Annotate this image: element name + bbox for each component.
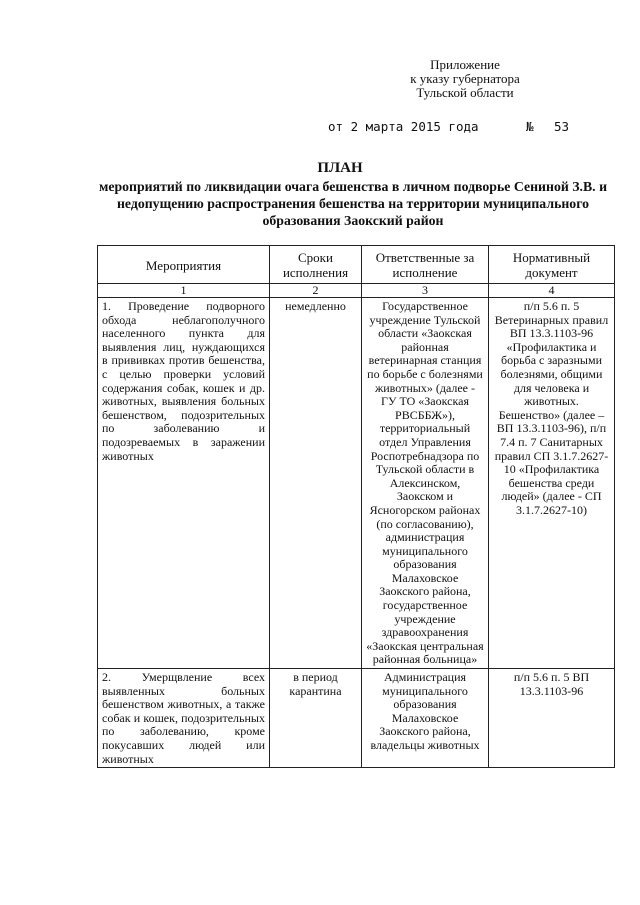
table-header-row [98, 246, 615, 284]
cell-responsible: Государственное учреждение Тульской области «Заокская районная ветеринарная станция по борьбе с болезнями животных» (далее - ГУ ТО «Заокская РВСББЖ»), территориальный отдел Управления Роспотребнадзора по Тульской области в Алексинском, Заокском и Ясногорском районах (по согласованию), администрация муниципального образования Малаховское Заокского района, государственное учреждение здравоохранения «Заокская центральная районная больница» [362, 298, 489, 669]
cell-deadline: немедленно [270, 298, 362, 669]
plan-subtitle: мероприятий по ликвидации очага бешенства в личном подворье Сениной З.В. и недопущению распространения бешенства на территории муниципального образования Заокский район [98, 179, 608, 228]
decree-from-label: от [328, 119, 344, 134]
decree-number-label: № [526, 119, 534, 134]
decree-date: 2 марта 2015 года [350, 119, 479, 134]
cell-measure: 2. Умерщвление всех выявленных больных бешенством животных, а также собак и кошек, подозрительных по заболеванию, кроме покусавших людей или животных [98, 669, 270, 768]
plan-table [97, 245, 615, 768]
header-responsible: Ответственные за исполнение [362, 246, 489, 284]
cell-responsible: Администрация муниципального образования Малаховское Заокского района, владельцы животных [362, 669, 489, 768]
annex-line-1: Приложение [430, 57, 500, 72]
annex-line-3: Тульской области [416, 85, 514, 100]
table-row [98, 298, 615, 669]
plan-title: ПЛАН [317, 160, 363, 176]
cell-measure: 1. Проведение подворного обхода неблагополучного населенного пункта для выявления лиц, нуждающихся в прививках против бешенства, с целью проверки условий содержания собак, кошек и др. животных, выявления больных бешенством, подозрительных по заболеванию и подозреваемых в заражении животных [98, 298, 270, 669]
decree-line [328, 119, 588, 134]
table-column-numbers-row [98, 284, 615, 298]
column-number: 2 [270, 284, 362, 298]
cell-deadline: в период карантина [270, 669, 362, 768]
table-row [98, 669, 615, 768]
header-measures: Мероприятия [98, 246, 270, 284]
header-deadline: Сроки исполнения [270, 246, 362, 284]
annex-line-2: к указу губернатора [410, 71, 520, 86]
column-number: 4 [489, 284, 615, 298]
cell-document: п/п 5.6 п. 5 ВП 13.3.1103-96 [489, 669, 615, 768]
decree-number: 53 [554, 119, 570, 134]
column-number: 3 [362, 284, 489, 298]
column-number: 1 [98, 284, 270, 298]
annex-block [380, 58, 550, 100]
header-document: Нормативный документ [489, 246, 615, 284]
cell-document: п/п 5.6 п. 5 Ветеринарных правил ВП 13.3.1103-96 «Профилактика и борьба с заразными болезнями, общими для человека и животных. Бешенство» (далее – ВП 13.3.1103-96), п/п 7.4 п. 7 Санитарных правил СП 3.1.7.2627-10 «Профилактика бешенства среди людей» (далее - СП 3.1.7.2627-10) [489, 298, 615, 669]
